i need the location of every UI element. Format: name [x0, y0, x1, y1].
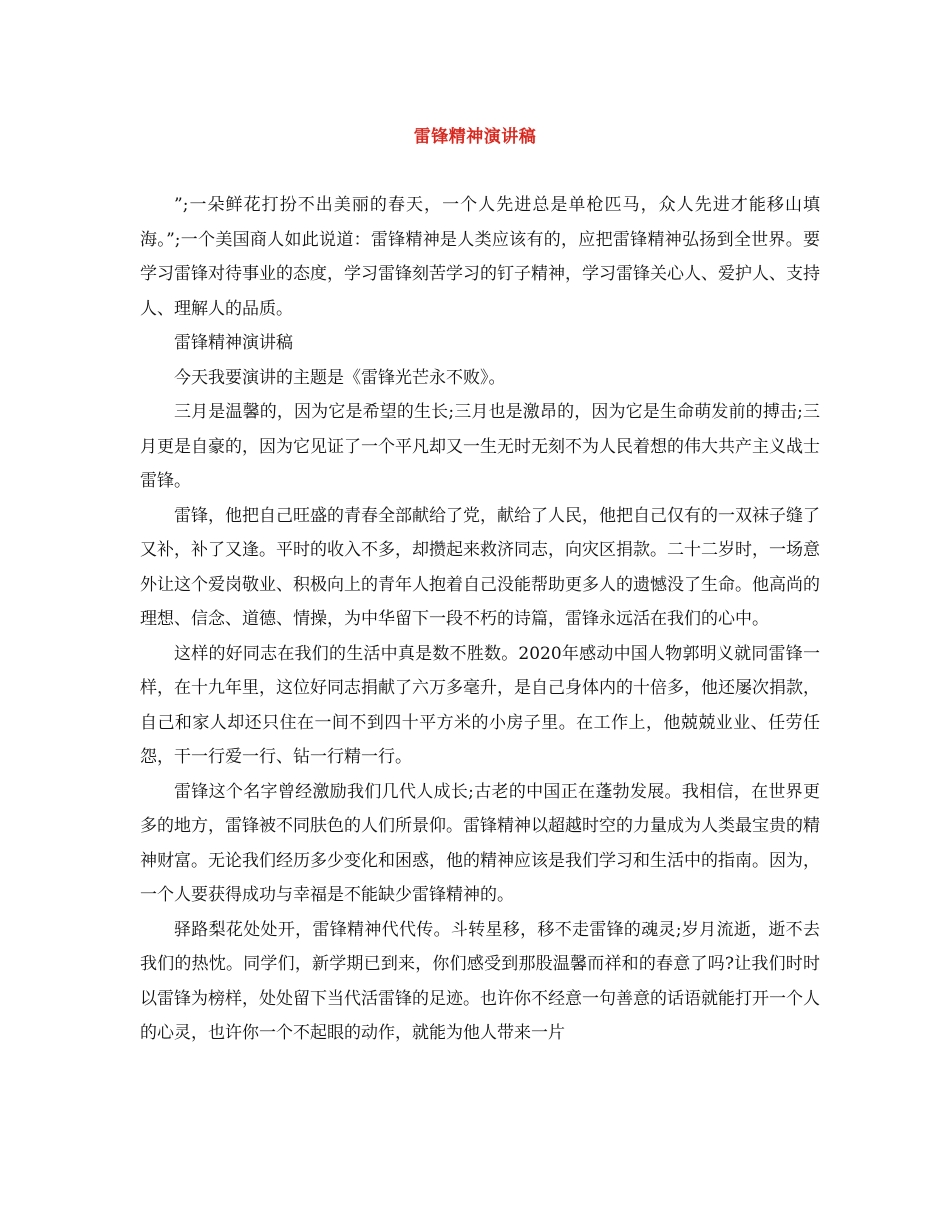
paragraph: 三月是温馨的，因为它是希望的生长;三月也是激昂的，因为它是生命萌发前的搏击;三月更是自豪的，因为它见证了一个平凡却又一生无时无刻不为人民着想的伟大共产主义战士雷锋。	[140, 402, 820, 491]
paragraph: 驿路梨花处处开，雷锋精神代代传。斗转星移，移不走雷锋的魂灵;岁月流逝，逝不去我们的热忱。同学们，新学期已到来，你们感受到那股温馨而祥和的春意了吗?让我们时时以雷锋为榜样，处处留下当代活雷锋的足迹。也许你不经意一句善意的话语就能打开一个人的心灵，也许你一个不起眼的动作，就能为他人带来一片	[140, 919, 820, 1043]
paragraph: 雷锋精神演讲稿	[174, 333, 293, 353]
document-body	[140, 188, 820, 1051]
paragraph: 雷锋这个名字曾经激励我们几代人成长;古老的中国正在蓬勃发展。我相信，在世界更多的地方，雷锋被不同肤色的人们所景仰。雷锋精神以超越时空的力量成为人类最宝贵的精神财富。无论我们经历多少变化和困惑，他的精神应该是我们学习和生活中的指南。因为，一个人要获得成功与幸福是不能缺少雷锋精神的。	[140, 781, 820, 905]
paragraph: 雷锋，他把自己旺盛的青春全部献给了党，献给了人民，他把自己仅有的一双袜子缝了又补，补了又逢。平时的收入不多，却攒起来救济同志，向灾区捐款。二十二岁时，一场意外让这个爱岗敬业、积极向上的青年人抱着自己没能帮助更多人的遗憾没了生命。他高尚的理想、信念、道德、情操，为中华留下一段不朽的诗篇，雷锋永远活在我们的心中。	[140, 505, 820, 629]
paragraph: 今天我要演讲的主题是《雷锋光芒永不败》。	[174, 367, 506, 388]
paragraph: ”;一朵鲜花打扮不出美丽的春天，一个人先进总是单枪匹马，众人先进才能移山填海。”;一个美国商人如此说道：雷锋精神是人类应该有的，应把雷锋精神弘扬到全世界。要学习雷锋对待事业的态度，学习雷锋刻苦学习的钉子精神，学习雷锋关心人、爱护人、支持人、理解人的品质。	[140, 195, 820, 319]
paragraph: 这样的好同志在我们的生活中真是数不胜数。2020年感动中国人物郭明义就同雷锋一样，在十九年里，这位好同志捐献了六万多毫升，是自己身体内的十倍多，他还屡次捐款，自己和家人却还只住在一间不到四十平方米的小房子里。在工作上，他兢兢业业、任劳任怨，干一行爱一行、钻一行精一行。	[140, 643, 820, 767]
document-title: 雷锋精神演讲稿	[413, 127, 537, 147]
